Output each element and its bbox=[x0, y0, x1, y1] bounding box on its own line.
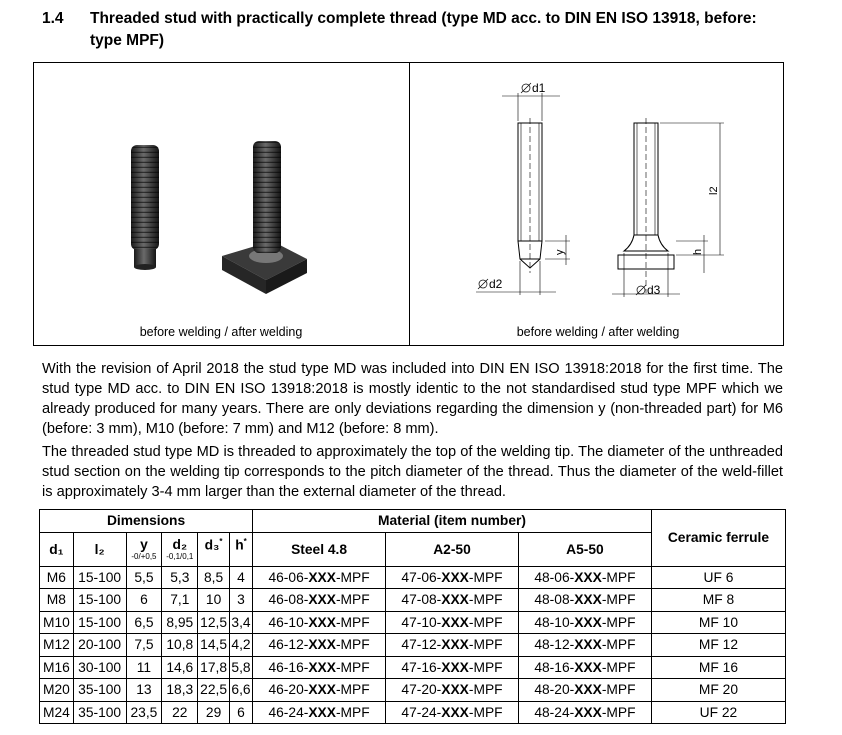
cell-item-a5: 48-16-XXX-MPF bbox=[518, 656, 651, 679]
cell-d2: 7,1 bbox=[162, 589, 198, 612]
stud-before-welding bbox=[131, 145, 159, 270]
header-material: Material (item number) bbox=[253, 510, 652, 533]
right-caption: before welding / after welding bbox=[516, 325, 680, 339]
cell-item-a2: 47-10-XXX-MPF bbox=[386, 611, 519, 634]
label-y: y bbox=[554, 249, 566, 255]
cell-l2: 15-100 bbox=[73, 611, 126, 634]
table-row bbox=[40, 701, 786, 724]
cell-item-a2: 47-16-XXX-MPF bbox=[386, 656, 519, 679]
table-row bbox=[40, 611, 786, 634]
cell-y: 7,5 bbox=[126, 634, 162, 657]
cell-d1: M20 bbox=[40, 679, 74, 702]
header-ferrule: Ceramic ferrule bbox=[651, 510, 785, 567]
label-d1: d1 bbox=[532, 81, 546, 95]
cell-l2: 35-100 bbox=[73, 701, 126, 724]
cell-item-st: 46-12-XXX-MPF bbox=[253, 634, 386, 657]
cell-d1: M10 bbox=[40, 611, 74, 634]
cell-ferrule: MF 16 bbox=[651, 656, 785, 679]
cell-item-st: 46-16-XXX-MPF bbox=[253, 656, 386, 679]
cell-d1: M24 bbox=[40, 701, 74, 724]
table-row bbox=[40, 634, 786, 657]
cell-d2: 5,3 bbox=[162, 566, 198, 589]
cell-d1: M8 bbox=[40, 589, 74, 612]
col-a5: A5-50 bbox=[518, 532, 651, 566]
cell-h: 4,2 bbox=[229, 634, 252, 657]
col-d1: d₁ bbox=[40, 532, 74, 566]
label-h: h bbox=[692, 248, 704, 255]
cell-d2: 22 bbox=[162, 701, 198, 724]
cell-item-a5: 48-12-XXX-MPF bbox=[518, 634, 651, 657]
cell-item-a2: 47-06-XXX-MPF bbox=[386, 566, 519, 589]
technical-drawing bbox=[410, 63, 784, 347]
col-h: h* bbox=[229, 532, 252, 566]
cell-l2: 20-100 bbox=[73, 634, 126, 657]
section-title: Threaded stud with practically complete thread (type MD acc. to DIN EN ISO 13918, before: type MPF) bbox=[90, 10, 757, 49]
cell-d3: 8,5 bbox=[198, 566, 230, 589]
cell-d3: 17,8 bbox=[198, 656, 230, 679]
cell-ferrule: MF 20 bbox=[651, 679, 785, 702]
col-a2: A2-50 bbox=[386, 532, 519, 566]
cell-d1: M6 bbox=[40, 566, 74, 589]
cell-item-a2: 47-12-XXX-MPF bbox=[386, 634, 519, 657]
col-l2: l₂ bbox=[73, 532, 126, 566]
table-row bbox=[40, 679, 786, 702]
cell-h: 3 bbox=[229, 589, 252, 612]
cell-d3: 12,5 bbox=[198, 611, 230, 634]
cell-item-st: 46-24-XXX-MPF bbox=[253, 701, 386, 724]
cell-d1: M12 bbox=[40, 634, 74, 657]
cell-d2: 8,95 bbox=[162, 611, 198, 634]
cell-y: 23,5 bbox=[126, 701, 162, 724]
paragraph-2: The threaded stud type MD is threaded to approximately the top of the welding tip. The diameter of the unthreaded stud section on the welding tip corresponds to the pitch diameter of the thread. Thus the diameter of the weld-fillet is approximately 3-4 mm larger than the external diameter of the thread. bbox=[42, 444, 783, 500]
cell-item-a2: 47-20-XXX-MPF bbox=[386, 679, 519, 702]
cell-l2: 30-100 bbox=[73, 656, 126, 679]
cell-y: 6 bbox=[126, 589, 162, 612]
cell-item-a5: 48-10-XXX-MPF bbox=[518, 611, 651, 634]
header-dimensions: Dimensions bbox=[40, 510, 253, 533]
cell-l2: 15-100 bbox=[73, 589, 126, 612]
cell-d2: 18,3 bbox=[162, 679, 198, 702]
cell-item-st: 46-08-XXX-MPF bbox=[253, 589, 386, 612]
cell-h: 6,6 bbox=[229, 679, 252, 702]
label-d3: d3 bbox=[647, 283, 661, 297]
table-row bbox=[40, 656, 786, 679]
cell-h: 6 bbox=[229, 701, 252, 724]
cell-item-st: 46-20-XXX-MPF bbox=[253, 679, 386, 702]
left-caption: before welding / after welding bbox=[139, 325, 303, 339]
cell-item-a5: 48-08-XXX-MPF bbox=[518, 589, 651, 612]
col-y: y -0/+0,5 bbox=[126, 532, 162, 566]
section-number: 1.4 bbox=[42, 10, 64, 27]
cell-d2: 14,6 bbox=[162, 656, 198, 679]
cell-y: 5,5 bbox=[126, 566, 162, 589]
cell-d3: 29 bbox=[198, 701, 230, 724]
cell-y: 13 bbox=[126, 679, 162, 702]
cell-item-a5: 48-24-XXX-MPF bbox=[518, 701, 651, 724]
cell-ferrule: MF 10 bbox=[651, 611, 785, 634]
col-d3: d₃* bbox=[198, 532, 230, 566]
table-row bbox=[40, 566, 786, 589]
paragraph-1: With the revision of April 2018 the stud type MD was included into DIN EN ISO 13918:2018 for the first time. The stud type MD acc. to DIN EN ISO 13918:2018 is mostly identic to the not standardised stud type MPF which we already produced for many years. There are only deviations regarding the dimension y (non-threaded part) for M6 (before: 3 mm), M10 (before: 7 mm) and M12 (before: 8 mm). bbox=[42, 361, 783, 437]
cell-item-a2: 47-24-XXX-MPF bbox=[386, 701, 519, 724]
cell-d1: M16 bbox=[40, 656, 74, 679]
cell-l2: 15-100 bbox=[73, 566, 126, 589]
cell-h: 4 bbox=[229, 566, 252, 589]
cell-ferrule: MF 8 bbox=[651, 589, 785, 612]
cell-d3: 22,5 bbox=[198, 679, 230, 702]
cell-item-a2: 47-08-XXX-MPF bbox=[386, 589, 519, 612]
dimensions-table bbox=[39, 509, 786, 724]
cell-d3: 14,5 bbox=[198, 634, 230, 657]
cell-y: 11 bbox=[126, 656, 162, 679]
cell-item-st: 46-10-XXX-MPF bbox=[253, 611, 386, 634]
col-d2: d₂ -0,1/0,1 bbox=[162, 532, 198, 566]
cell-ferrule: MF 12 bbox=[651, 634, 785, 657]
figure-box bbox=[33, 62, 784, 346]
cell-y: 6,5 bbox=[126, 611, 162, 634]
cell-l2: 35-100 bbox=[73, 679, 126, 702]
cell-h: 3,4 bbox=[229, 611, 252, 634]
cell-ferrule: UF 6 bbox=[651, 566, 785, 589]
label-l2: l2 bbox=[708, 186, 720, 195]
stud-after-welding bbox=[222, 141, 307, 294]
table-row bbox=[40, 589, 786, 612]
cell-ferrule: UF 22 bbox=[651, 701, 785, 724]
cell-d2: 10,8 bbox=[162, 634, 198, 657]
cell-d3: 10 bbox=[198, 589, 230, 612]
cell-item-a5: 48-06-XXX-MPF bbox=[518, 566, 651, 589]
cell-item-st: 46-06-XXX-MPF bbox=[253, 566, 386, 589]
label-d2: d2 bbox=[489, 277, 503, 291]
cell-item-a5: 48-20-XXX-MPF bbox=[518, 679, 651, 702]
col-steel: Steel 4.8 bbox=[253, 532, 386, 566]
cell-h: 5,8 bbox=[229, 656, 252, 679]
stud-photo-illustration bbox=[34, 63, 409, 347]
